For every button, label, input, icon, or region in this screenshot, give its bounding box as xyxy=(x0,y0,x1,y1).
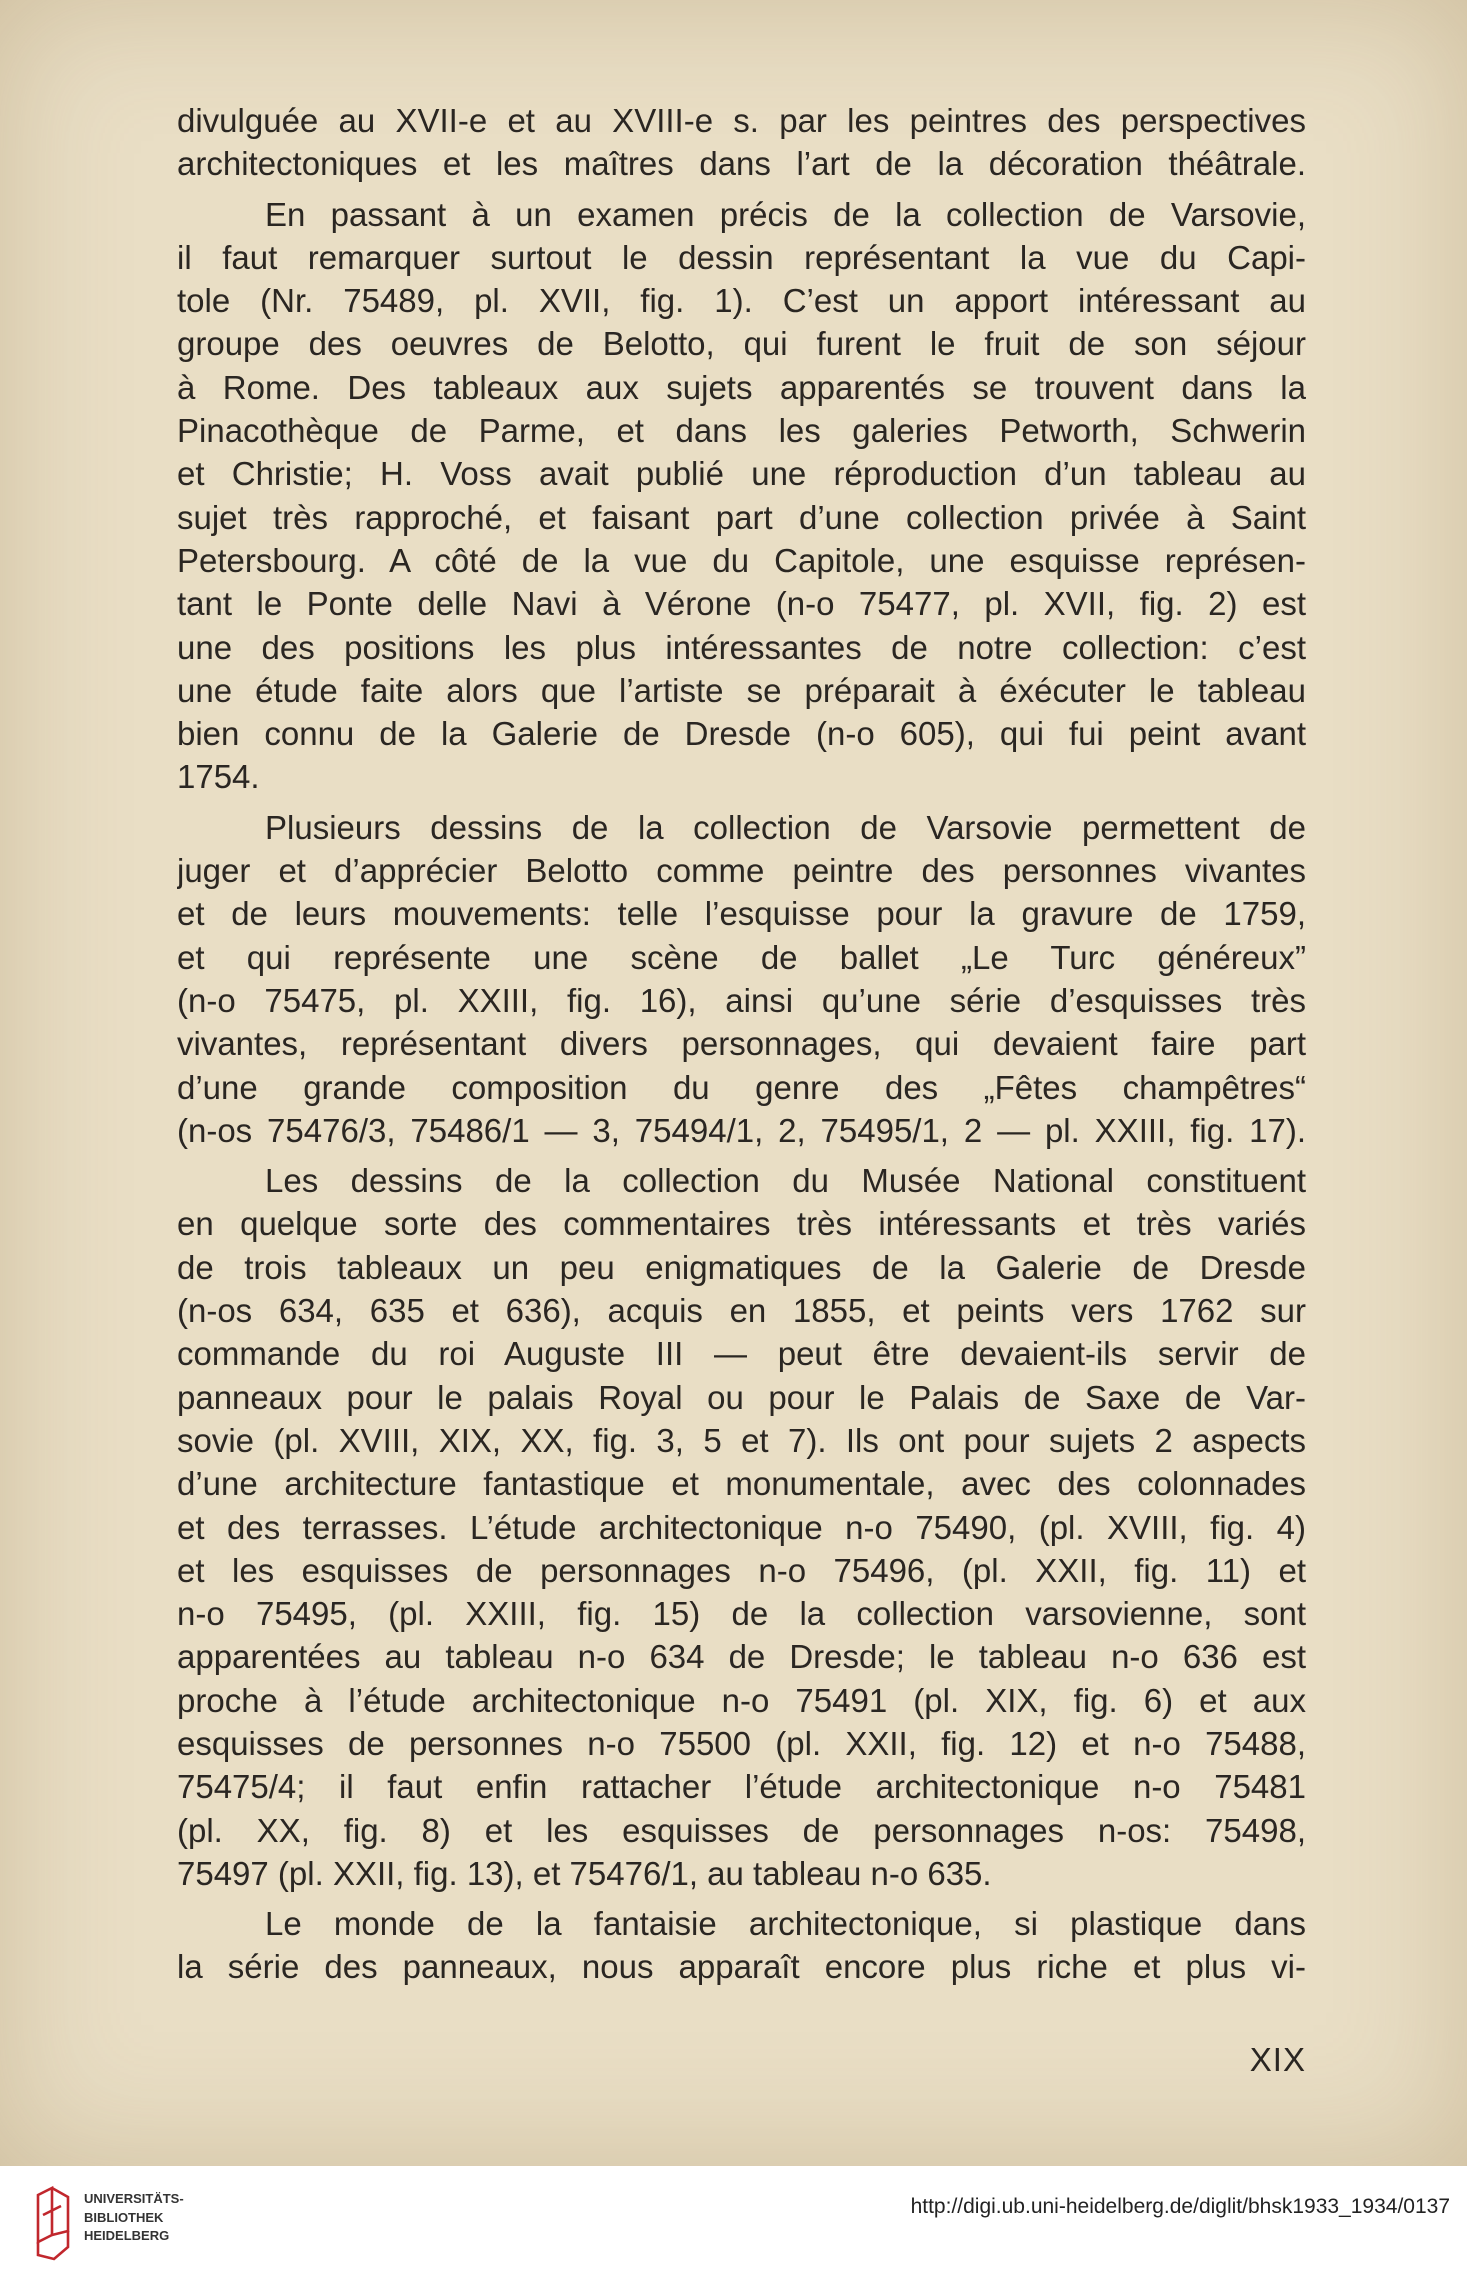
library-name-line: BIBLIOTHEK xyxy=(84,2209,164,2225)
text-line: panneaux pour le palais Royal ou pour le Palais de Saxe de Var- xyxy=(177,1378,1306,1416)
library-logo-icon xyxy=(32,2185,74,2262)
paragraph xyxy=(177,1159,1306,1895)
text-line: (n-os 75476/3, 75486/1 — 3, 75494/1, 2, 75495/1, 2 — pl. XXIII, fig. 17). xyxy=(177,1111,1306,1149)
paragraph xyxy=(177,1902,1306,1989)
text-line: divulguée au XVII-e et au XVIII-e s. par les peintres des perspectives xyxy=(177,102,1306,139)
text-line: une des positions les plus intéressantes de notre collection: c’est xyxy=(177,628,1306,666)
text-line: groupe des oeuvres de Belotto, qui furent le fruit de son séjour xyxy=(177,325,1306,363)
source-url: http://digi.ub.uni-heidelberg.de/diglit/bhsk1933_1934/0137 xyxy=(910,2195,1450,2218)
paragraph xyxy=(177,99,1306,186)
text-line: bien connu de la Galerie de Dresde (n-o 605), qui fui peint avant xyxy=(177,715,1306,753)
text-line: d’une grande composition du genre des „Fêtes champêtres“ xyxy=(177,1068,1306,1106)
text-line: et des terrasses. L’étude architectonique n-o 75490, (pl. XVIII, fig. 4) xyxy=(177,1508,1306,1546)
text-line: une étude faite alors que l’artiste se préparait à éxécuter le tableau xyxy=(177,671,1306,709)
text-line: et qui représente une scène de ballet „Le Turc généreux” xyxy=(177,938,1306,976)
paragraph xyxy=(177,193,1306,799)
paragraph xyxy=(177,806,1306,1152)
text-line: (n-os 634, 635 et 636), acquis en 1855, et peints vers 1762 sur xyxy=(177,1292,1306,1330)
library-name-line: HEIDELBERG xyxy=(84,2228,170,2243)
text-line: tole (Nr. 75489, pl. XVII, fig. 1). C’est un apport intéressant au xyxy=(177,282,1306,320)
text-line: sovie (pl. XVIII, XIX, XX, fig. 3, 5 et 7). Ils ont pour sujets 2 aspects xyxy=(177,1421,1306,1459)
text-line: En passant à un examen précis de la collection de Varsovie, xyxy=(265,195,1306,233)
body-text xyxy=(177,99,1306,1989)
library-name xyxy=(84,2190,184,2246)
text-line: n-o 75495, (pl. XXIII, fig. 15) de la collection varsovienne, sont xyxy=(177,1595,1306,1633)
digitization-footer xyxy=(0,2166,1467,2280)
text-line: d’une architecture fantastique et monumentale, avec des colonnades xyxy=(177,1465,1306,1503)
text-line: architectoniques et les maîtres dans l’art de la décoration théâtrale. xyxy=(177,145,1306,183)
text-line: proche à l’étude architectonique n-o 75491 (pl. XIX, fig. 6) et aux xyxy=(177,1681,1306,1719)
text-line: la série des panneaux, nous apparaît encore plus riche et plus vi- xyxy=(177,1948,1306,1986)
text-line: en quelque sorte des commentaires très intéressants et très variés xyxy=(177,1205,1306,1243)
text-line: et Christie; H. Voss avait publié une réproduction d’un tableau au xyxy=(177,455,1306,493)
library-name-line: UNIVERSITÄTS- xyxy=(84,2191,184,2206)
text-line: de trois tableaux un peu enigmatiques de la Galerie de Dresde xyxy=(177,1248,1306,1286)
text-line: commande du roi Auguste III — peut être devaient-ils servir de xyxy=(177,1335,1306,1373)
page-number: XIX xyxy=(1249,2041,1306,2078)
text-line: 75475/4; il faut enfin rattacher l’étude architectonique n-o 75481 xyxy=(177,1768,1306,1806)
text-line: tant le Ponte delle Navi à Vérone (n-o 75477, pl. XVII, fig. 2) est xyxy=(177,585,1306,623)
text-line: il faut remarquer surtout le dessin représentant la vue du Capi- xyxy=(177,238,1306,276)
text-line: (n-o 75475, pl. XXIII, fig. 16), ainsi qu’une série d’esquisses très xyxy=(177,981,1306,1019)
text-line: 1754. xyxy=(177,758,260,796)
text-line: à Rome. Des tableaux aux sujets apparentés se trouvent dans la xyxy=(177,368,1306,406)
text-line: et de leurs mouvements: telle l’esquisse pour la gravure de 1759, xyxy=(177,895,1306,933)
text-line: Les dessins de la collection du Musée National constituent xyxy=(265,1162,1306,1200)
text-line: et les esquisses de personnages n-o 75496, (pl. XXII, fig. 11) et xyxy=(177,1551,1306,1589)
text-line: Pinacothèque de Parme, et dans les galeries Petworth, Schwerin xyxy=(177,412,1306,450)
text-line: 75497 (pl. XXII, fig. 13), et 75476/1, au tableau n-o 635. xyxy=(177,1854,992,1892)
text-line: sujet très rapproché, et faisant part d’une collection privée à Saint xyxy=(177,498,1306,536)
text-line: esquisses de personnes n-o 75500 (pl. XXII, fig. 12) et n-o 75488, xyxy=(177,1724,1306,1762)
text-line: Plusieurs dessins de la collection de Varsovie permettent de xyxy=(265,808,1306,846)
text-line: Petersbourg. A côté de la vue du Capitole, une esquisse représen- xyxy=(177,541,1306,579)
text-line: apparentées au tableau n-o 634 de Dresde; le tableau n-o 636 est xyxy=(177,1638,1306,1676)
text-line: juger et d’apprécier Belotto comme peintre des personnes vivantes xyxy=(177,852,1306,890)
text-line: vivantes, représentant divers personnages, qui devaient faire part xyxy=(177,1025,1306,1063)
text-line: Le monde de la fantaisie architectonique, si plastique dans xyxy=(265,1905,1306,1943)
text-line: (pl. XX, fig. 8) et les esquisses de personnages n-os: 75498, xyxy=(177,1811,1306,1849)
